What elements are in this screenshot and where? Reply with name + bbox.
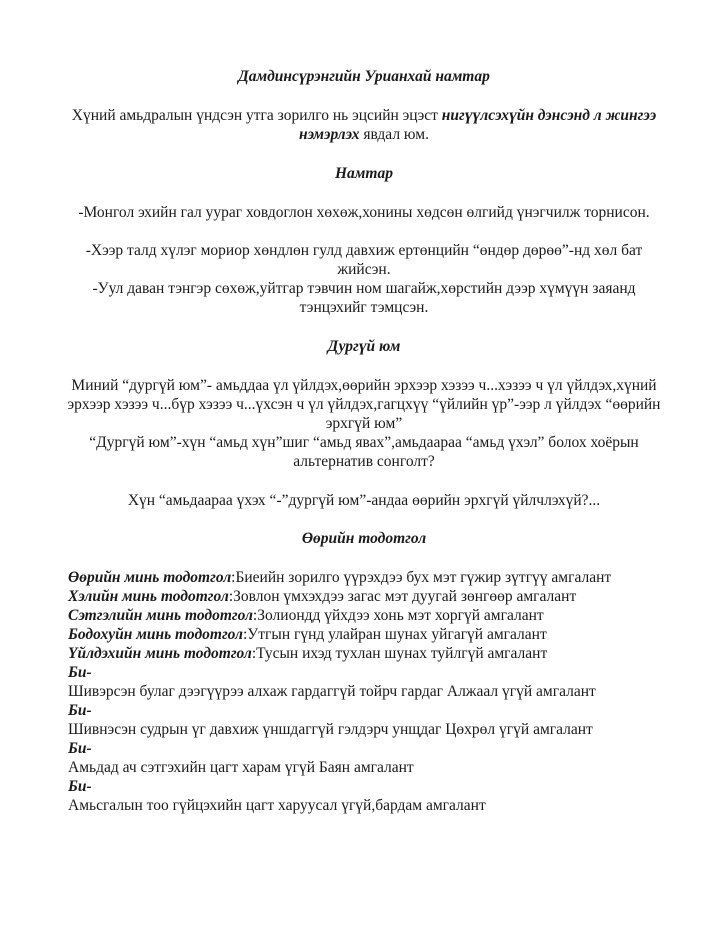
definition-label: Үйлдэхийн минь тодотгол [68, 645, 252, 662]
bi-line: Шивнэсэн судрын үг давхиж үншдаггүй гэлдэрч унщдаг Цөхрөл үгүй амгалант [68, 721, 593, 738]
definition-item [68, 606, 668, 625]
definition-item [68, 568, 668, 587]
definition-label: Өөрийн минь тодотгол [68, 569, 232, 586]
intro-emphasis: нигүүлсэхүйн дэнсэнд л жингээ нэмэрлэх [298, 107, 657, 143]
definition-text: :Золиондд үйхдээ хонь мэт хоргүй амгалант [252, 607, 544, 624]
section-heading-todotgol: Өөрийн тодотгол [301, 530, 427, 547]
intro-paragraph [62, 106, 666, 144]
section-heading-durgui: Дургүй юм [327, 338, 401, 355]
bi-line: Шивэрсэн булаг дээгүүрээ алхаж гардаггүй тойрч гардаг Алжаал үгүй амгалант [68, 683, 596, 700]
dislike-question: Хүн “амьдаараа үхэх “-”дургүй юм”-андаа өөрийн эрхгүй үйлчлэхүй?... [127, 492, 601, 509]
definition-text: :Утгын гүнд улайран шунах уйгагүй амгалант [243, 626, 547, 643]
intro-text-start: Хүний амьдралын үндсэн утга зорилго нь эцсийн эцэст [71, 107, 442, 124]
definition-text: :Тусын ихэд тухлан шунах туйлгүй амгалант [251, 645, 548, 662]
definition-text: :Зовлон үмхэхдээ загас мэт дуугай зөнгөөр амгалант [228, 588, 577, 605]
bi-line: Амьдад ач сэтгэхийн цагт харам үгүй Баян амгалант [68, 759, 414, 776]
definition-item [68, 625, 668, 644]
definition-label: Сэтгэлийн минь тодотгол [68, 607, 253, 624]
definition-item [68, 644, 668, 663]
definition-item [68, 587, 668, 606]
bi-line: Амьсгалын тоо гүйцэхийн цагт харуусал үгүй,бардам амгалант [68, 797, 486, 814]
definition-text: :Биеийн зорилго үүрэхдээ бух мэт гүжир зүтгүү амгалант [231, 569, 612, 586]
section-heading-namtar: Намтар [335, 165, 393, 182]
definition-label: Бодохуйн минь тодотгол [68, 626, 243, 643]
biography-line-1: -Монгол эхийн гал уураг ховдоглон хөхөж,хонины хөдсөн өлгийд үнэгчилж торнисон. [78, 204, 650, 221]
document-title: Дамдинсүрэнгийн Урианхай намтар [238, 68, 490, 85]
biography-line-3: -Уул даван тэнгэр сөхөж,уйтгар тэвчин ном шагайж,хөрстийн дээр хүмүүн заяанд тэнцэхийг тэмцсэн. [92, 280, 636, 316]
dislike-paragraph: Миний “дургүй юм”- амьддаа үл үйлдэх,өөрийн эрхээр хэзээ ч...хэзээ ч үл үйлдэх,хүний эрхээр хэзээ ч...бүр хэзээ ч...үхсэн ч үл үйлдэх,гагцхүү “үйлийн үр”-ээр л үйлдэх “өөрийн эрхгүй юм” [67, 377, 661, 432]
intro-text-end: явдал юм. [359, 126, 429, 143]
bi-label: Би- [68, 778, 92, 795]
biography-line-2: -Хээр талд хүлэг мориор хөндлөн гулд давхиж ертөнцийн “өндөр дөрөө”-нд хөл бат жийсэн. [85, 242, 643, 278]
bi-label: Би- [68, 664, 92, 681]
dislike-paragraph-2: “Дургүй юм”-хүн “амьд хүн”шиг “амьд явах”,амьдаараа “амьд үхэл” болох хоёрын альтернатив сонголт? [89, 434, 639, 470]
bi-label: Би- [68, 702, 92, 719]
definition-label: Хэлийн минь тодотгол [68, 588, 229, 605]
bi-label: Би- [68, 740, 92, 757]
